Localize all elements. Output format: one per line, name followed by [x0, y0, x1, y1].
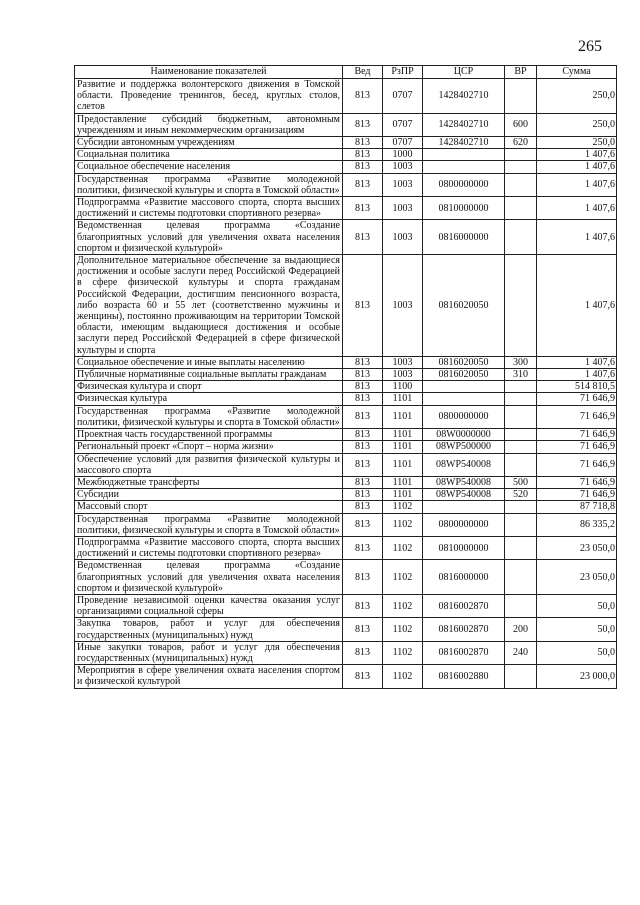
row-name: Дополнительное материальное обеспечение за выдающиеся достижения и особые заслуги перед Российской Федерацией в сфере физической культуры и спорта гражданам Российской Федерации, достигшим пенсионного возраста, либо возраста 60 и 55 лет (соответственно мужчины и женщины), постоянно проживающим на территории Томской области, имеющим выдающиеся достижения и особые заслуги перед Российской Федерацией в сфере физической культуры и спорта	[75, 255, 343, 357]
row-rzpr: 1102	[383, 665, 423, 688]
row-ved: 813	[343, 149, 383, 161]
row-ved: 813	[343, 197, 383, 220]
row-name: Проектная часть государственной программы	[75, 429, 343, 441]
budget-table	[74, 65, 617, 689]
row-vr: 500	[505, 476, 537, 488]
table-row	[75, 161, 617, 173]
row-vr: 600	[505, 113, 537, 136]
row-csr: 0800000000	[423, 513, 505, 536]
row-name: Социальное обеспечение населения	[75, 161, 343, 173]
row-csr	[423, 149, 505, 161]
row-csr: 0800000000	[423, 173, 505, 196]
row-csr	[423, 501, 505, 513]
row-name: Мероприятия в сфере увеличения охвата населения спортом и физической культурой	[75, 665, 343, 688]
row-csr: 0816020050	[423, 369, 505, 381]
row-csr: 0816002870	[423, 618, 505, 641]
row-rzpr: 1000	[383, 149, 423, 161]
row-sum: 1 407,6	[537, 220, 617, 255]
row-vr	[505, 173, 537, 196]
table-row	[75, 393, 617, 405]
header-csr: ЦСР	[423, 66, 505, 79]
row-name: Субсидии автономным учреждениям	[75, 137, 343, 149]
row-rzpr: 1003	[383, 173, 423, 196]
table-row	[75, 113, 617, 136]
row-rzpr: 1102	[383, 594, 423, 617]
row-rzpr: 1100	[383, 381, 423, 393]
row-ved: 813	[343, 513, 383, 536]
row-vr	[505, 453, 537, 476]
row-ved: 813	[343, 405, 383, 428]
table-row	[75, 220, 617, 255]
page-number: 265	[578, 38, 602, 55]
row-vr	[505, 665, 537, 688]
row-sum: 71 646,9	[537, 441, 617, 453]
row-vr	[505, 536, 537, 559]
row-name: Обеспечение условий для развития физической культуры и массового спорта	[75, 453, 343, 476]
table-header-row	[75, 66, 617, 79]
table-row	[75, 356, 617, 368]
row-ved: 813	[343, 393, 383, 405]
table-row	[75, 501, 617, 513]
row-name: Публичные нормативные социальные выплаты гражданам	[75, 369, 343, 381]
row-csr: 1428402710	[423, 137, 505, 149]
row-vr: 240	[505, 641, 537, 664]
row-vr	[505, 255, 537, 357]
row-sum: 250,0	[537, 137, 617, 149]
row-csr: 08WP540008	[423, 476, 505, 488]
row-ved: 813	[343, 501, 383, 513]
table-row	[75, 173, 617, 196]
row-rzpr: 1003	[383, 197, 423, 220]
row-csr: 0816020050	[423, 356, 505, 368]
row-ved: 813	[343, 356, 383, 368]
row-vr: 300	[505, 356, 537, 368]
row-vr	[505, 79, 537, 114]
row-vr	[505, 161, 537, 173]
row-rzpr: 0707	[383, 113, 423, 136]
row-name: Межбюджетные трансферты	[75, 476, 343, 488]
table-row	[75, 665, 617, 688]
row-ved: 813	[343, 453, 383, 476]
row-csr	[423, 161, 505, 173]
row-ved: 813	[343, 429, 383, 441]
table-row	[75, 429, 617, 441]
table-row	[75, 453, 617, 476]
row-rzpr: 1003	[383, 220, 423, 255]
row-rzpr: 1003	[383, 255, 423, 357]
table-row	[75, 255, 617, 357]
row-sum: 1 407,6	[537, 356, 617, 368]
row-name: Субсидии	[75, 489, 343, 501]
table-row	[75, 137, 617, 149]
row-name: Подпрограмма «Развитие массового спорта, спорта высших достижений и системы подготовки спортивного резерва»	[75, 197, 343, 220]
row-sum: 23 000,0	[537, 665, 617, 688]
row-vr: 520	[505, 489, 537, 501]
row-rzpr: 1101	[383, 429, 423, 441]
row-rzpr: 1101	[383, 476, 423, 488]
row-csr: 1428402710	[423, 113, 505, 136]
row-name: Предоставление субсидий бюджетным, автономным учреждениям и иным некоммерческим организациям	[75, 113, 343, 136]
row-name: Государственная программа «Развитие молодежной политики, физической культуры и спорта в Томской области»	[75, 405, 343, 428]
row-name: Проведение независимой оценки качества оказания услуг организациями социальной сферы	[75, 594, 343, 617]
row-ved: 813	[343, 441, 383, 453]
row-name: Физическая культура и спорт	[75, 381, 343, 393]
header-sum: Сумма	[537, 66, 617, 79]
row-ved: 813	[343, 369, 383, 381]
row-csr: 08WP540008	[423, 453, 505, 476]
row-rzpr: 1003	[383, 356, 423, 368]
row-name: Региональный проект «Спорт – норма жизни»	[75, 441, 343, 453]
row-rzpr: 1003	[383, 161, 423, 173]
row-name: Ведомственная целевая программа «Создание благоприятных условий для увеличения охвата населения спортом и физической культурой»	[75, 220, 343, 255]
row-sum: 23 050,0	[537, 560, 617, 595]
row-rzpr: 1101	[383, 489, 423, 501]
row-vr	[505, 381, 537, 393]
row-csr: 0800000000	[423, 405, 505, 428]
table-row	[75, 381, 617, 393]
table-row	[75, 560, 617, 595]
row-sum: 71 646,9	[537, 393, 617, 405]
row-ved: 813	[343, 489, 383, 501]
row-name: Государственная программа «Развитие молодежной политики, физической культуры и спорта в Томской области»	[75, 173, 343, 196]
row-vr	[505, 513, 537, 536]
row-csr: 0816020050	[423, 255, 505, 357]
row-sum: 1 407,6	[537, 197, 617, 220]
row-rzpr: 1101	[383, 393, 423, 405]
row-csr: 0810000000	[423, 536, 505, 559]
row-rzpr: 1102	[383, 641, 423, 664]
row-sum: 71 646,9	[537, 429, 617, 441]
row-sum: 71 646,9	[537, 405, 617, 428]
row-csr: 0816002870	[423, 594, 505, 617]
row-vr	[505, 405, 537, 428]
table-row	[75, 594, 617, 617]
table-row	[75, 79, 617, 114]
row-vr	[505, 149, 537, 161]
table-row	[75, 489, 617, 501]
row-name: Массовый спорт	[75, 501, 343, 513]
table-row	[75, 405, 617, 428]
row-vr: 200	[505, 618, 537, 641]
header-name: Наименование показателей	[75, 66, 343, 79]
row-name: Ведомственная целевая программа «Создание благоприятных условий для увеличения охвата населения спортом и физической культурой»	[75, 560, 343, 595]
row-ved: 813	[343, 255, 383, 357]
table-row	[75, 149, 617, 161]
row-ved: 813	[343, 560, 383, 595]
table-row	[75, 369, 617, 381]
row-name: Социальное обеспечение и иные выплаты населению	[75, 356, 343, 368]
row-sum: 1 407,6	[537, 149, 617, 161]
row-rzpr: 1102	[383, 560, 423, 595]
row-ved: 813	[343, 476, 383, 488]
row-sum: 86 335,2	[537, 513, 617, 536]
row-vr	[505, 594, 537, 617]
row-rzpr: 0707	[383, 79, 423, 114]
row-rzpr: 1102	[383, 618, 423, 641]
table-row	[75, 618, 617, 641]
row-csr: 0816000000	[423, 220, 505, 255]
row-csr: 08WP540008	[423, 489, 505, 501]
row-vr	[505, 220, 537, 255]
row-ved: 813	[343, 536, 383, 559]
row-csr: 0816002880	[423, 665, 505, 688]
table-row	[75, 641, 617, 664]
row-name: Государственная программа «Развитие молодежной политики, физической культуры и спорта в Томской области»	[75, 513, 343, 536]
table-row	[75, 513, 617, 536]
row-sum: 1 407,6	[537, 161, 617, 173]
row-rzpr: 0707	[383, 137, 423, 149]
row-sum: 50,0	[537, 594, 617, 617]
row-ved: 813	[343, 618, 383, 641]
header-vr: ВР	[505, 66, 537, 79]
row-vr	[505, 441, 537, 453]
row-sum: 1 407,6	[537, 369, 617, 381]
row-rzpr: 1102	[383, 501, 423, 513]
row-ved: 813	[343, 113, 383, 136]
row-sum: 1 407,6	[537, 173, 617, 196]
row-ved: 813	[343, 641, 383, 664]
table-row	[75, 197, 617, 220]
table-row	[75, 441, 617, 453]
row-name: Иные закупки товаров, работ и услуг для обеспечения государственных (муниципальных) нужд	[75, 641, 343, 664]
row-vr	[505, 429, 537, 441]
row-sum: 71 646,9	[537, 453, 617, 476]
row-rzpr: 1003	[383, 369, 423, 381]
row-csr: 08WP500000	[423, 441, 505, 453]
row-csr: 0816002870	[423, 641, 505, 664]
row-rzpr: 1102	[383, 536, 423, 559]
row-csr: 08W0000000	[423, 429, 505, 441]
row-rzpr: 1101	[383, 441, 423, 453]
table-row	[75, 536, 617, 559]
row-sum: 250,0	[537, 79, 617, 114]
row-vr: 310	[505, 369, 537, 381]
row-csr: 0810000000	[423, 197, 505, 220]
row-ved: 813	[343, 220, 383, 255]
row-vr: 620	[505, 137, 537, 149]
row-vr	[505, 560, 537, 595]
row-sum: 87 718,8	[537, 501, 617, 513]
row-csr	[423, 393, 505, 405]
row-ved: 813	[343, 665, 383, 688]
row-rzpr: 1102	[383, 513, 423, 536]
row-name: Развитие и поддержка волонтерского движения в Томской области. Проведение тренингов, бесед, круглых столов, слетов	[75, 79, 343, 114]
row-sum: 23 050,0	[537, 536, 617, 559]
row-name: Физическая культура	[75, 393, 343, 405]
row-ved: 813	[343, 161, 383, 173]
row-ved: 813	[343, 137, 383, 149]
row-rzpr: 1101	[383, 405, 423, 428]
row-sum: 514 810,5	[537, 381, 617, 393]
row-sum: 50,0	[537, 618, 617, 641]
row-csr	[423, 381, 505, 393]
row-name: Подпрограмма «Развитие массового спорта, спорта высших достижений и системы подготовки спортивного резерва»	[75, 536, 343, 559]
header-ved: Вед	[343, 66, 383, 79]
row-ved: 813	[343, 173, 383, 196]
row-ved: 813	[343, 594, 383, 617]
row-vr	[505, 197, 537, 220]
row-name: Закупка товаров, работ и услуг для обеспечения государственных (муниципальных) нужд	[75, 618, 343, 641]
row-sum: 250,0	[537, 113, 617, 136]
row-ved: 813	[343, 79, 383, 114]
table-row	[75, 476, 617, 488]
row-sum: 71 646,9	[537, 489, 617, 501]
row-rzpr: 1101	[383, 453, 423, 476]
header-rzpr: РзПР	[383, 66, 423, 79]
row-sum: 71 646,9	[537, 476, 617, 488]
row-csr: 0816000000	[423, 560, 505, 595]
row-name: Социальная политика	[75, 149, 343, 161]
table-body	[75, 79, 617, 689]
row-sum: 50,0	[537, 641, 617, 664]
row-vr	[505, 501, 537, 513]
row-vr	[505, 393, 537, 405]
row-ved: 813	[343, 381, 383, 393]
row-sum: 1 407,6	[537, 255, 617, 357]
row-csr: 1428402710	[423, 79, 505, 114]
